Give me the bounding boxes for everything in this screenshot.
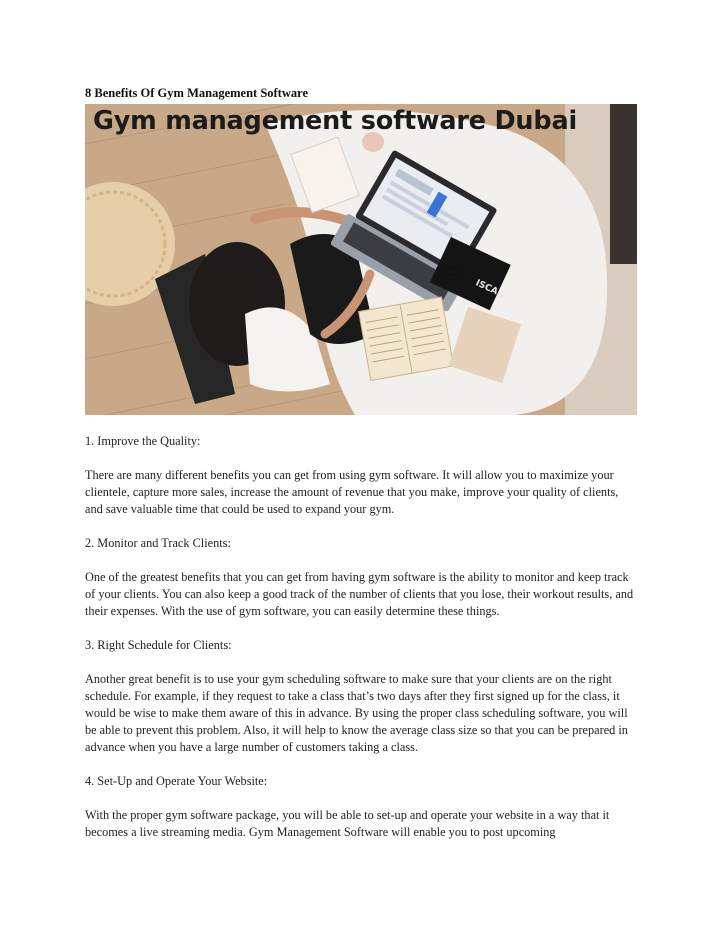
- open-book: [359, 297, 454, 381]
- article-body: [85, 433, 637, 858]
- hero-image: [85, 104, 637, 415]
- section-4-heading: 4. Set-Up and Operate Your Website:: [85, 774, 268, 788]
- hero-heading: Gym management software Dubai: [93, 106, 577, 136]
- section-1-heading: 1. Improve the Quality:: [85, 434, 201, 448]
- page-title: 8 Benefits Of Gym Management Software: [85, 86, 308, 100]
- stand: [610, 104, 637, 264]
- section-3-heading: 3. Right Schedule for Clients:: [85, 638, 232, 652]
- hero-illustration: [85, 104, 637, 415]
- section-2-heading: 2. Monitor and Track Clients:: [85, 536, 231, 550]
- section-2-body: One of the greatest benefits that you can get from having gym software is the ability to monitor and keep track of your clients. You can also keep a good track of the number of clients that you lose, their workout results, and their expenses. With the use of gym software, you can easily determine these things.: [85, 570, 634, 618]
- section-1-body: There are many different benefits you can get from using gym software. It will allow you to maximize your clientele, capture more sales, increase the amount of revenue that you make, improve your quality of clients, and save valuable time that could be used to expand your gym.: [85, 468, 619, 516]
- section-4-body: With the proper gym software package, you will be able to set-up and operate your website in a way that it becomes a live streaming media. Gym Management Software will enable you to post upcoming: [85, 808, 610, 839]
- book-cover-text: ISCAR: [473, 278, 506, 301]
- section-3-body: Another great benefit is to use your gym scheduling software to make sure that your clients are on the right schedule. For example, if they request to take a class that’s two days after they first signed up for the class, it would be wise to make them aware of this in advance. By using the proper class scheduling software, you will be able to prevent this problem. Also, it will help to know the average class size so that you can be prepared in advance when you have a large number of customers taking a class.: [85, 672, 628, 754]
